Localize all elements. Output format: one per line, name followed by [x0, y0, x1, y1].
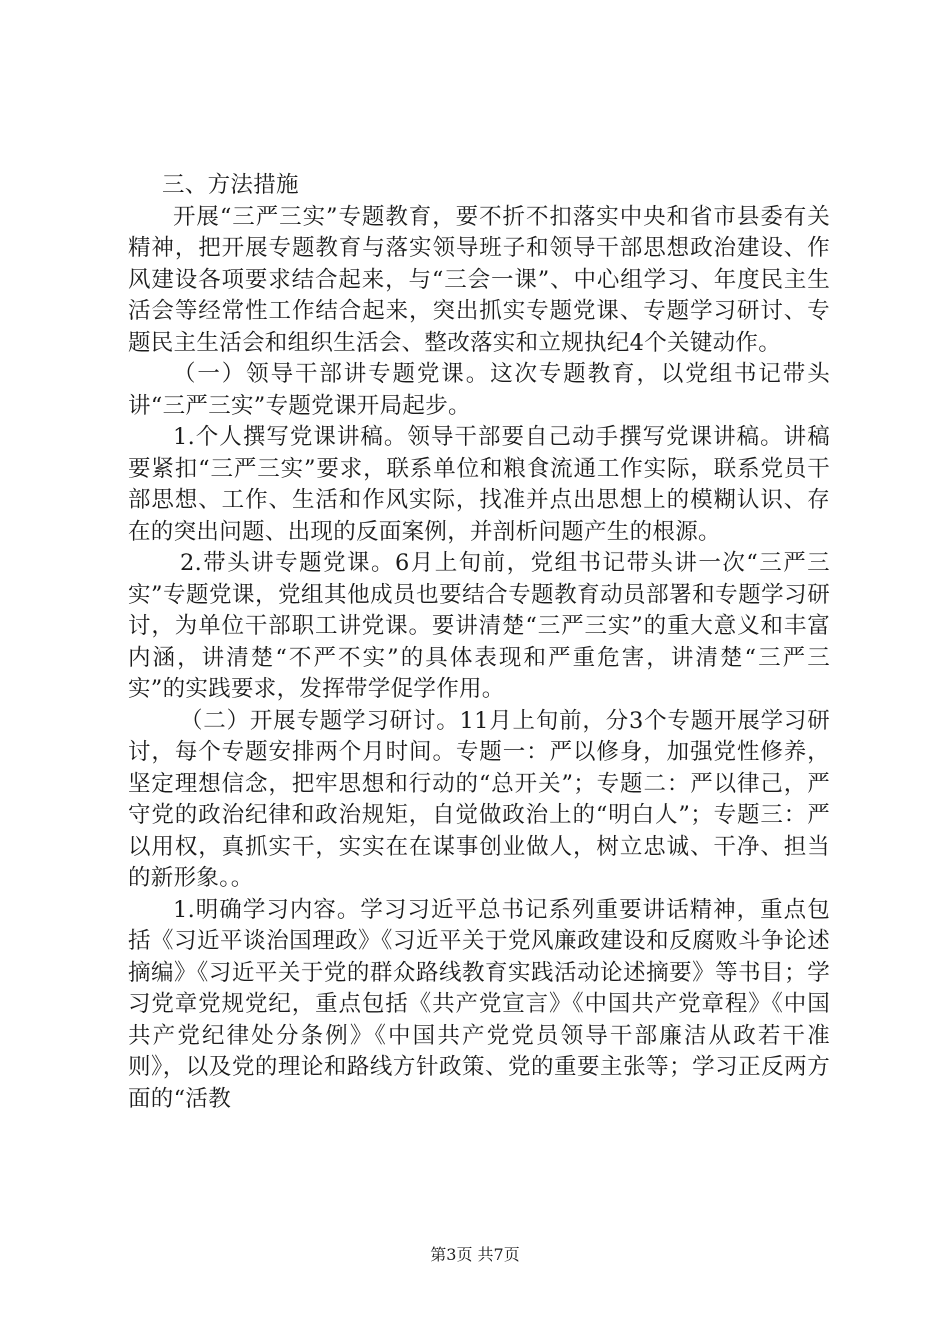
section-heading: 三、方法措施: [162, 172, 299, 198]
numbered-paragraph: 1.明确学习内容。学习习近平总书记系列重要讲话精神，重点包括《习近平谈治国理政》《习近平关于党风廉政建设和反腐败斗争论述摘编》《习近平关于党的群众路线教育实践活动论述摘要》等书目；学习党章党规党纪，重点包括《共产党宣言》《中国共产党章程》《中国共产党纪律处分条例》《中国共产党党员领导干部廉洁从政若干准则》，以及党的理论和路线方针政策、党的重要主张等；学习正反两方面的“活教: [128, 896, 830, 1112]
numbered-paragraph: 1.个人撰写党课讲稿。领导干部要自己动手撰写党课讲稿。讲稿要紧扣“三严三实”要求，联系单位和粮食流通工作实际，联系党员干部思想、工作、生活和作风实际，找准并点出思想上的模糊认识、存在的突出问题、出现的反面案例，并剖析问题产生的根源。: [128, 424, 830, 545]
subsection-heading-paragraph: （一）领导干部讲专题党课。这次专题教育，以党组书记带头讲“三严三实”专题党课开局起步。: [128, 361, 830, 419]
paragraph: 开展“三严三实”专题教育，要不折不扣落实中央和省市县委有关精神，把开展专题教育与落实领导班子和领导干部思想政治建设、作风建设各项要求结合起来，与“三会一课”、中心组学习、年度民主生活会等经常性工作结合起来，突出抓实专题党课、专题学习研讨、专题民主生活会和组织生活会、整改落实和立规执纪4个关键动作。: [128, 203, 830, 356]
document-body: [128, 170, 830, 1115]
page-number-footer: 第3页 共7页: [430, 1245, 520, 1264]
subsection-heading-paragraph: （二）开展专题学习研讨。11月上旬前，分3个专题开展学习研讨，每个专题安排两个月时间。专题一：严以修身，加强党性修养，坚定理想信念，把牢思想和行动的“总开关”；专题二：严以律己，严守党的政治纪律和政治规矩，自觉做政治上的“明白人”；专题三：严以用权，真抓实干，实实在在谋事创业做人，树立忠诚、干净、担当的新形象。。: [128, 707, 830, 891]
numbered-paragraph: 2.带头讲专题党课。6月上旬前，党组书记带头讲一次“三严三实”专题党课，党组其他成员也要结合专题教育动员部署和专题学习研讨，为单位干部职工讲党课。要讲清楚“三严三实”的重大意义和丰富内涵，讲清楚“不严不实”的具体表现和严重危害，讲清楚“三严三实”的实践要求，发挥带学促学作用。: [128, 550, 830, 702]
